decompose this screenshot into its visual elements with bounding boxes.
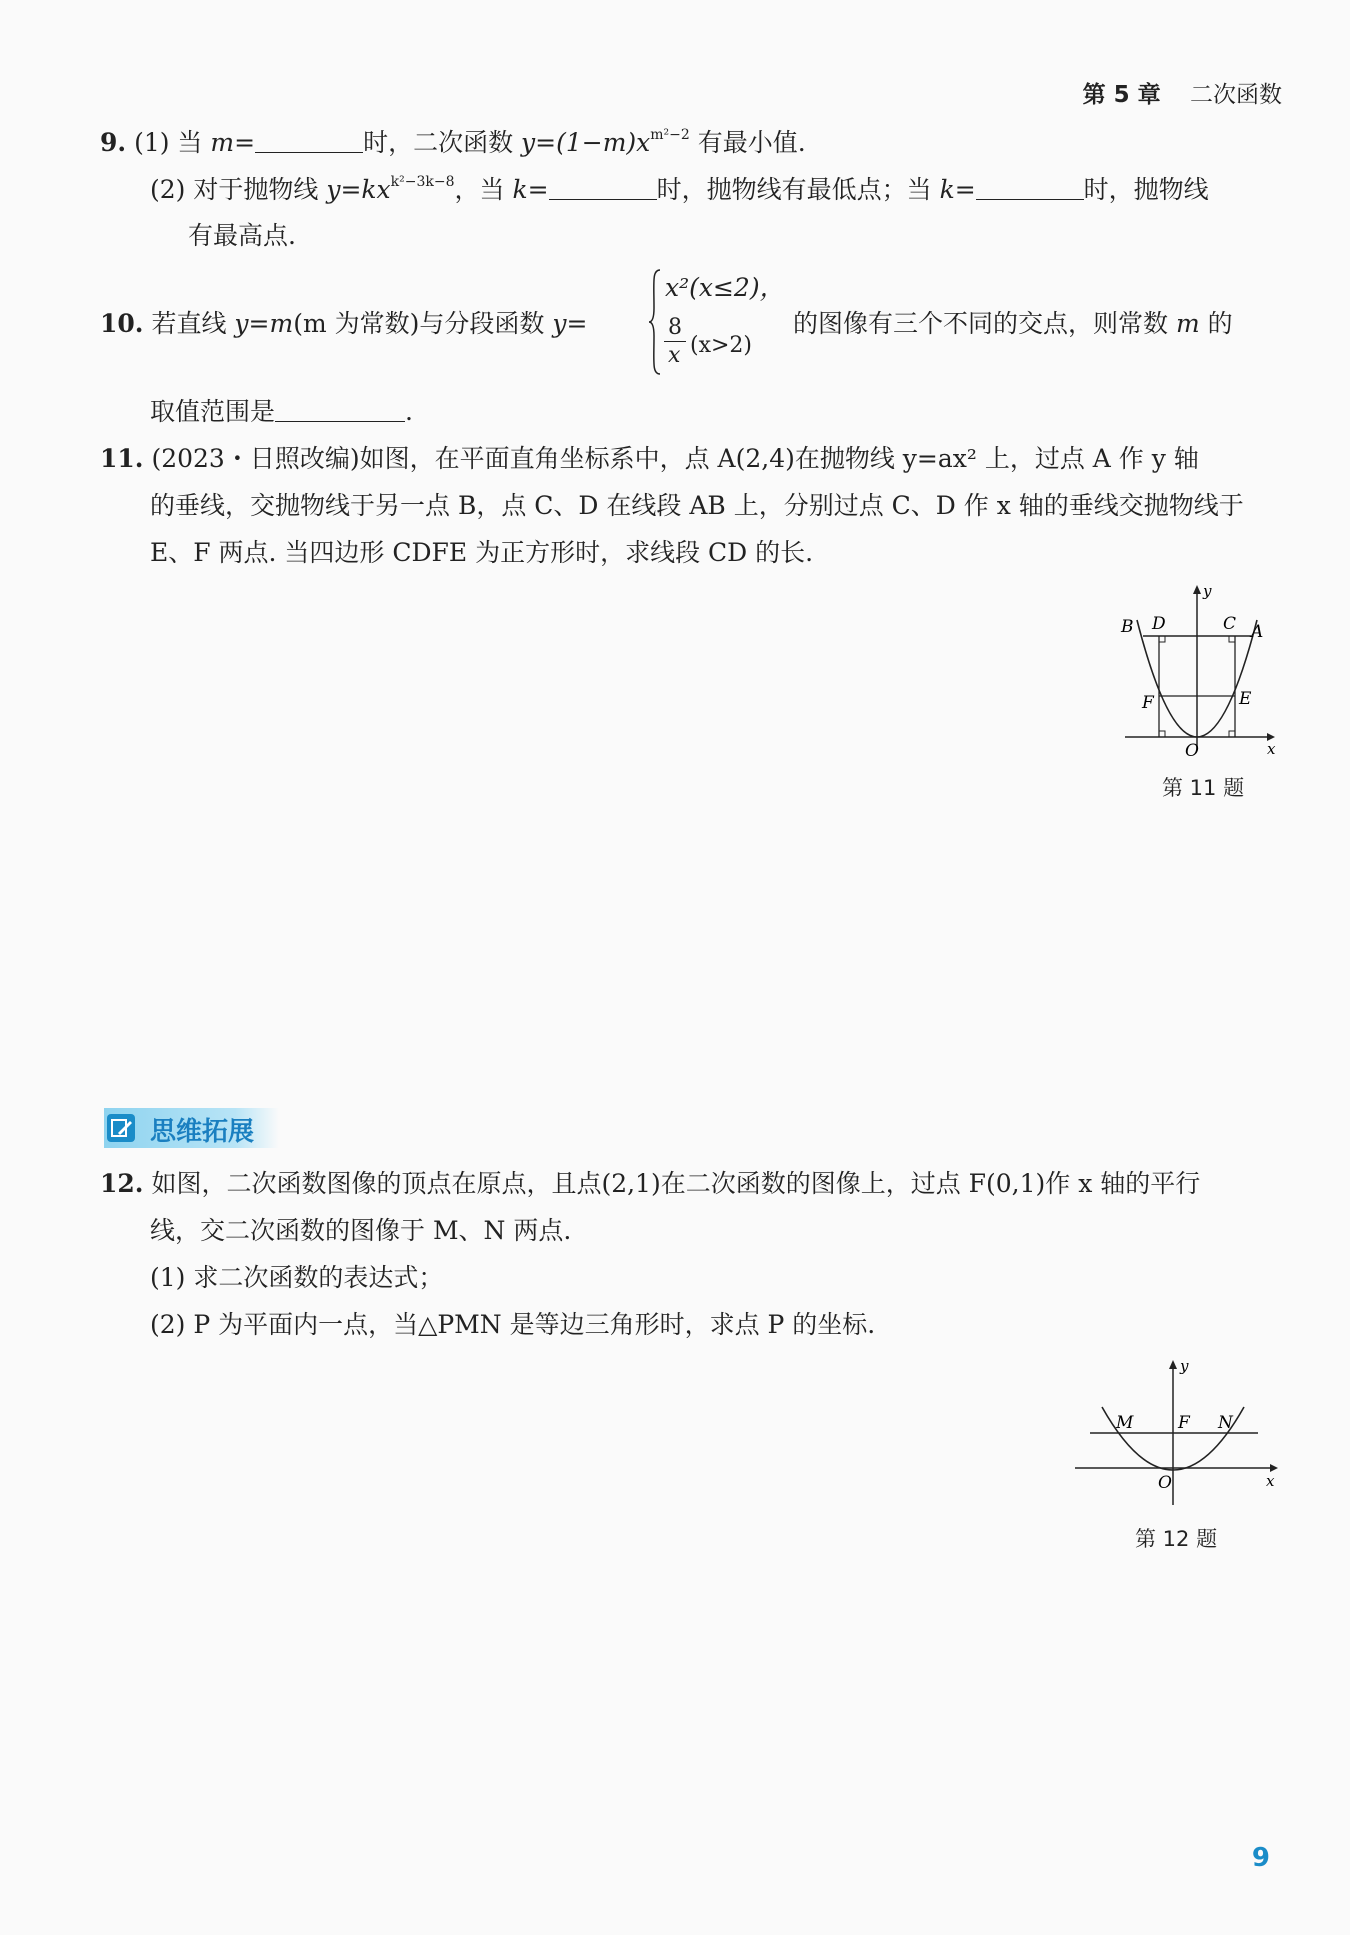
label-y: y [1180,1357,1189,1375]
q12-line2: 线，交二次函数的图像于 M、N 两点. [150,1216,572,1245]
label-o: O [1185,741,1199,760]
label-n: N [1218,1413,1233,1433]
right-angle-mark [1159,636,1165,642]
q11-figure [1115,580,1280,760]
chapter-number: 第 5 章 [1082,82,1161,108]
answer-blank[interactable] [275,395,405,422]
q11-line3: E、F 两点. 当四边形 CDFE 为正方形时，求线段 CD 的长. [150,538,814,567]
answer-blank[interactable] [976,173,1084,200]
piecewise-case1: x²(x≤2)， [665,273,785,302]
q9-part1: 9. (1) 当 m= 时，二次函数 $y=(1-m)x^{m^2-2}$ 有最小值. [100,127,806,157]
label-o: O [1158,1473,1172,1493]
q10-line1-end: 的图像有三个不同的交点，则常数 m 的 [793,309,1233,338]
right-angle-mark [1229,636,1235,642]
x-axis-arrow [1270,1464,1278,1472]
label-d: D [1152,614,1166,634]
y-axis-arrow [1169,1360,1177,1369]
y-axis-arrow [1193,585,1201,594]
pencil-note-icon [106,1113,136,1143]
q11-line2: 的垂线，交抛物线于另一点 B，点 C、D 在线段 AB 上，分别过点 C、D 作 x 轴的垂线交抛物线于 [150,491,1244,520]
label-f: F [1178,1413,1190,1433]
running-header [1083,76,1282,109]
label-e: E [1239,689,1252,709]
label-c: C [1223,614,1237,634]
label-b: B [1121,617,1134,637]
right-angle-mark [1159,731,1165,737]
q10-line2: 取值范围是 . [150,397,413,426]
q9-part2-line2: 有最高点. [188,221,296,250]
section-header [104,1108,279,1148]
q12-figure-caption: 第 12 题 [1135,1527,1218,1551]
page-number: 9 [1251,1843,1270,1873]
q11-figure-caption: 第 11 题 [1162,776,1245,800]
piecewise-case2-denominator: x [668,343,681,368]
q9-number: 9. [100,128,127,157]
piecewise-brace [648,268,662,376]
section-title: 思维拓展 [150,1117,255,1147]
fraction-bar [664,341,686,342]
piecewise-case2-cond: (x>2) [690,333,753,358]
q11-number: 11. [100,444,144,473]
q9-part2: (2) 对于抛物线 $y=kx^{k^2-3k-8}$，当 k= 时，抛物线有最低点；当 k= 时，抛物线 [150,174,1209,204]
answer-blank[interactable] [549,173,657,200]
label-x: x [1267,740,1276,758]
answer-blank[interactable] [255,126,363,153]
label-x: x [1266,1472,1275,1490]
q12-number: 12. [100,1169,144,1198]
q12-figure [1070,1355,1285,1520]
q12-part1: (1) 求二次函数的表达式； [150,1263,444,1292]
label-a: A [1251,622,1264,642]
label-f: F [1142,693,1154,713]
right-angle-mark [1229,731,1235,737]
chapter-title: 二次函数 [1190,82,1282,108]
q11-line1: 11. (2023・日照改编)如图，在平面直角坐标系中，点 A(2,4)在抛物线 y=ax² 上，过点 A 作 y 轴 [100,444,1199,473]
label-y: y [1203,582,1212,600]
q12-part2: (2) P 为平面内一点，当△PMN 是等边三角形时，求点 P 的坐标. [150,1310,876,1339]
piecewise-case2-numerator: 8 [668,315,682,340]
q10-line1: 10. 若直线 y=m(m 为常数)与分段函数 y= [100,309,588,338]
label-m: M [1116,1413,1134,1433]
q10-number: 10. [100,309,144,338]
q12-line1: 12. 如图，二次函数图像的顶点在原点，且点(2,1)在二次函数的图像上，过点 F(0,1)作 x 轴的平行 [100,1169,1201,1198]
